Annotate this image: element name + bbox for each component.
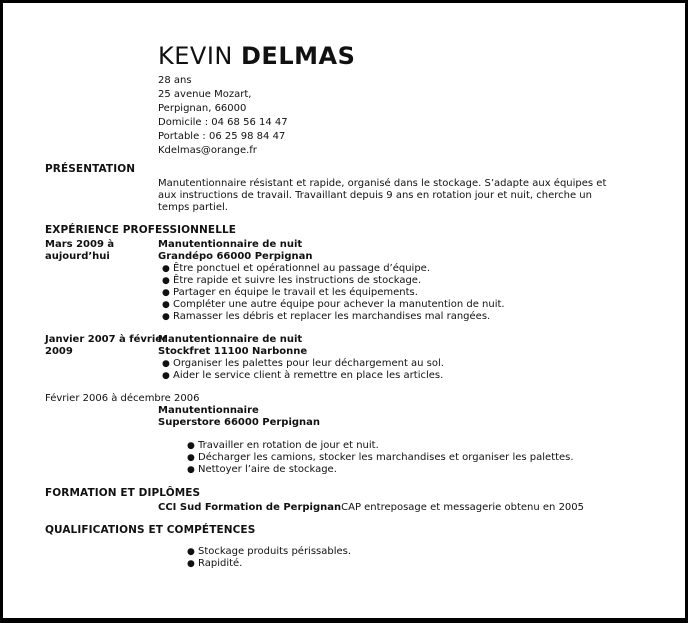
bullet-text: Décharger les camions, stocker les marchandises et organiser les palettes. xyxy=(198,452,574,463)
bullet-icon: ● xyxy=(187,441,195,451)
bullet-text: Travailler en rotation de jour et nuit. xyxy=(198,440,379,451)
job-date xyxy=(45,393,199,405)
bullet-icon: ● xyxy=(162,312,170,322)
section-heading-education: FORMATION ET DIPLÔMES xyxy=(45,487,201,499)
bullet-text: Organiser les palettes pour leur déchargement au sol. xyxy=(173,358,444,369)
presentation-line: aux instructions de travail. Travaillant depuis 9 ans en rotation jour et nuit, cherche un xyxy=(158,190,592,201)
job-date-line: Janvier 2007 à février xyxy=(45,334,167,345)
list-item xyxy=(158,358,444,370)
bullet-text: Aider le service client à remettre en place les articles. xyxy=(173,370,444,381)
presentation-line: temps partiel. xyxy=(158,202,228,213)
list-item xyxy=(158,370,444,382)
bullet-icon: ● xyxy=(162,300,170,310)
bullet-icon: ● xyxy=(162,371,170,381)
bullet-icon: ● xyxy=(162,264,170,274)
education-diploma: CAP entreposage et messagerie obtenu en 2005 xyxy=(341,502,585,513)
bullet-text: Ramasser les débris et replacer les marchandises mal rangées. xyxy=(173,311,491,322)
job-bullets xyxy=(158,358,444,382)
list-item xyxy=(158,275,505,287)
list-item xyxy=(183,464,574,476)
last-name: DELMAS xyxy=(241,42,356,70)
list-item xyxy=(158,287,505,299)
list-item xyxy=(158,299,505,311)
home-phone: Domicile : 04 68 56 14 47 xyxy=(158,117,288,128)
education-entry xyxy=(158,502,584,514)
bullet-icon: ● xyxy=(187,465,195,475)
qualifications-bullets xyxy=(183,546,351,570)
email: Kdelmas@orange.fr xyxy=(158,145,257,156)
list-item xyxy=(183,440,574,452)
bullet-text: Être ponctuel et opérationnel au passage d’équipe. xyxy=(173,263,431,274)
bullet-icon: ● xyxy=(162,288,170,298)
bullet-text: Rapidité. xyxy=(198,558,243,569)
bullet-icon: ● xyxy=(162,359,170,369)
section-heading-qualifications: QUALIFICATIONS ET COMPÉTENCES xyxy=(45,524,256,536)
job-company: Grandépo 66000 Perpignan xyxy=(158,251,313,262)
bullet-text: Nettoyer l’aire de stockage. xyxy=(198,464,337,475)
bullet-icon: ● xyxy=(187,559,195,569)
job-company: Stockfret 11100 Narbonne xyxy=(158,346,308,357)
presentation-line: Manutentionnaire résistant et rapide, organisé dans le stockage. S’adapte aux équipes et xyxy=(158,178,607,189)
job-company: Superstore 66000 Perpignan xyxy=(158,417,321,428)
first-name: KEVIN xyxy=(158,42,233,70)
section-heading-experience: EXPÉRIENCE PROFESSIONNELLE xyxy=(45,224,237,236)
list-item xyxy=(158,263,505,275)
job-date-line: Février 2006 à décembre 2006 xyxy=(45,393,200,404)
job-title: Manutentionnaire de nuit xyxy=(158,334,303,345)
list-item xyxy=(183,558,351,570)
job-date xyxy=(45,239,114,263)
list-item xyxy=(183,452,574,464)
job-date-line: 2009 xyxy=(45,346,73,357)
address-line-2: Perpignan, 66000 xyxy=(158,103,247,114)
job-bullets xyxy=(183,440,574,476)
mobile-phone: Portable : 06 25 98 84 47 xyxy=(158,131,286,142)
bullet-text: Être rapide et suivre les instructions de stockage. xyxy=(173,275,422,286)
job-date-line: aujourd’hui xyxy=(45,251,110,262)
bullet-text: Stockage produits périssables. xyxy=(198,546,352,557)
address-line-1: 25 avenue Mozart, xyxy=(158,89,252,100)
education-school: CCI Sud Formation de Perpignan xyxy=(158,502,342,513)
bullet-icon: ● xyxy=(187,547,195,557)
age: 28 ans xyxy=(158,75,192,86)
section-heading-presentation: PRÉSENTATION xyxy=(45,163,136,175)
bullet-icon: ● xyxy=(162,276,170,286)
list-item xyxy=(183,546,351,558)
contact-block xyxy=(158,74,288,158)
job-bullets xyxy=(158,263,505,323)
job-title: Manutentionnaire de nuit xyxy=(158,239,303,250)
job-title: Manutentionnaire xyxy=(158,405,259,416)
candidate-name xyxy=(158,42,355,70)
presentation-text xyxy=(158,178,606,214)
bullet-text: Partager en équipe le travail et les équipements. xyxy=(173,287,418,298)
job-date-line: Mars 2009 à xyxy=(45,239,115,250)
job-date xyxy=(45,334,167,358)
bullet-text: Compléter une autre équipe pour achever la manutention de nuit. xyxy=(173,299,505,310)
bullet-icon: ● xyxy=(187,453,195,463)
list-item xyxy=(158,311,505,323)
